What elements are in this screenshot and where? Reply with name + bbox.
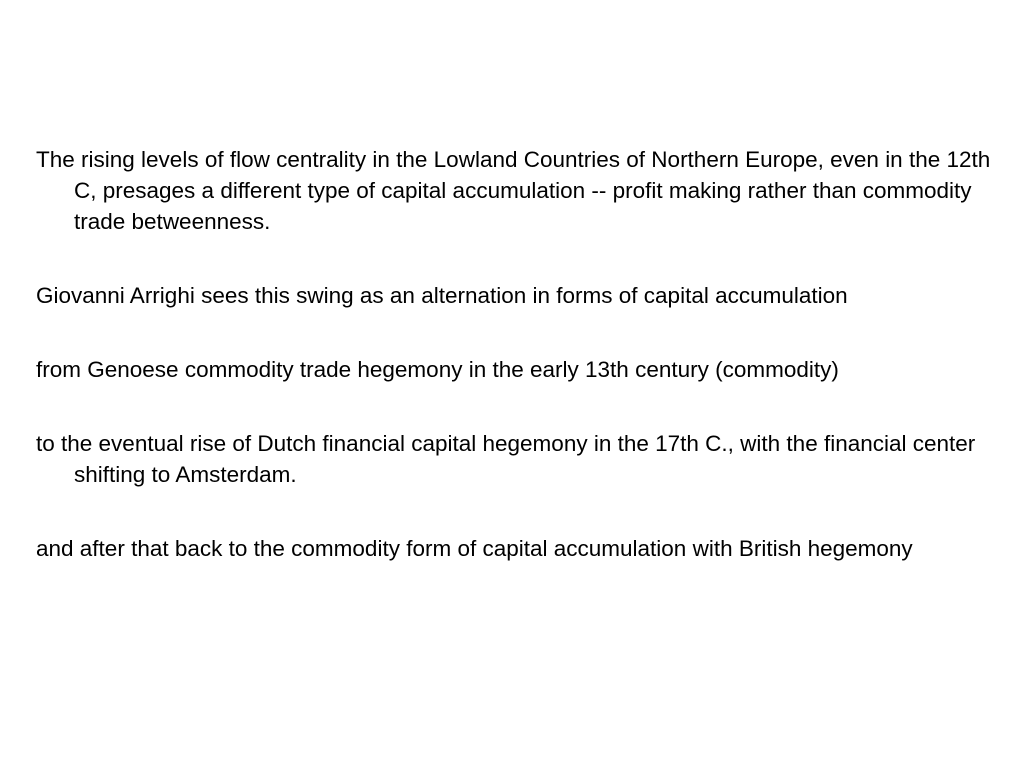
- slide-body-text: [36, 144, 1006, 564]
- paragraph-flow-centrality: The rising levels of flow centrality in the Lowland Countries of Northern Europe, even in the 12th C, presages a different type of capital accumulation -- profit making rather than commodity trade betweenness.: [36, 147, 991, 234]
- paragraph-genoese-hegemony: from Genoese commodity trade hegemony in the early 13th century (commodity): [36, 357, 839, 382]
- paragraph-british-hegemony: and after that back to the commodity form of capital accumulation with British hegemony: [36, 536, 913, 561]
- paragraph-arrighi-swing: Giovanni Arrighi sees this swing as an alternation in forms of capital accumulation: [36, 283, 848, 308]
- paragraph-dutch-hegemony: to the eventual rise of Dutch financial capital hegemony in the 17th C., with the financial center shifting to Amsterdam.: [36, 431, 976, 487]
